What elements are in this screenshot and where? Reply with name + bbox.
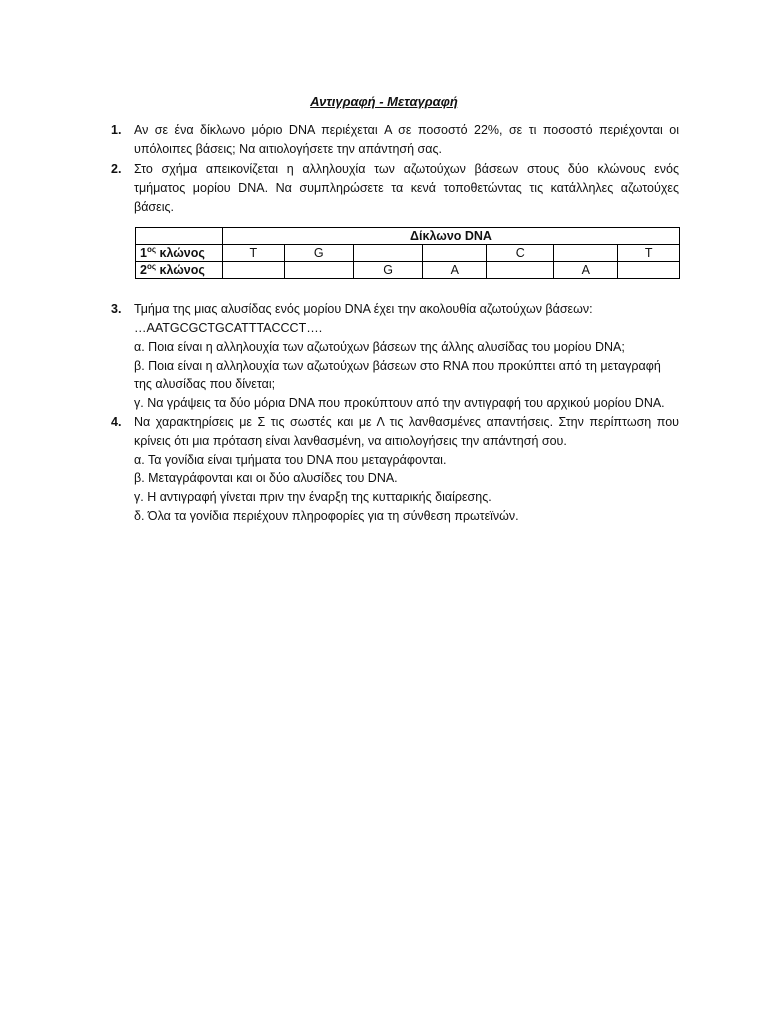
question-1-number: 1. (111, 123, 122, 137)
question-4-part-a: α. Τα γονίδια είναι τμήματα του DNA που μεταγράφονται. (134, 453, 447, 467)
strand-1-cell: T (618, 245, 680, 262)
table-header: Δίκλωνο DNA (223, 228, 680, 245)
question-3-part-a: α. Ποια είναι η αλληλουχία των αζωτούχων βάσεων της άλλης αλυσίδας του μορίου DNA; (134, 340, 625, 354)
strand-2-cell: A (423, 262, 487, 279)
question-4-part-d: δ. Όλα τα γονίδια περιέχουν πληροφορίες για τη σύνθεση πρωτεϊνών. (134, 509, 519, 523)
question-4-number: 4. (111, 415, 122, 429)
strand-1-cell: G (284, 245, 353, 262)
strand-2-label: $2^{o\varsigma}$ κλώνος (136, 262, 223, 279)
strand-2-cell (284, 262, 353, 279)
page-title: Αντιγραφή - Μεταγραφή (310, 94, 458, 109)
question-4-part-c: γ. Η αντιγραφή γίνεται πριν την έναρξη της κυτταρικής διαίρεσης. (134, 490, 492, 504)
strand-1-cell: T (223, 245, 285, 262)
question-4-part-b: β. Μεταγράφονται και οι δύο αλυσίδες του DNA. (134, 471, 398, 485)
table-header-row (136, 228, 680, 245)
strand-1-cell: C (487, 245, 554, 262)
strand-2-cell (487, 262, 554, 279)
strand-1-cell (353, 245, 422, 262)
question-4-line-1: Να χαρακτηρίσεις με Σ τις σωστές και με Λ τις λανθασμένες απαντήσεις. Στην περίπτωση που (134, 415, 679, 429)
question-3-part-b: β. Ποια είναι η αλληλουχία των αζωτούχων βάσεων στο RNA που προκύπτει από τη μεταγραφή (134, 359, 661, 373)
strand-2-row (136, 262, 680, 279)
strand-1-row (136, 245, 680, 262)
question-2-line-2: τμήματος μορίου DNA. Να συμπληρώσετε τα κενά τοποθετώντας τις κατάλληλες αζωτούχες (134, 181, 679, 195)
question-1-line-1: Αν σε ένα δίκλωνο μόριο DNA περιέχεται A σε ποσοστό 22%, σε τι ποσοστό περιέχονται οι (134, 123, 679, 137)
strand-1-label: $1^{o\varsigma}$ κλώνος (136, 245, 223, 262)
strand-2-cell: G (353, 262, 422, 279)
question-2-line-1: Στο σχήμα απεικονίζεται η αλληλουχία των αζωτούχων βάσεων στους δύο κλώνους ενός (134, 162, 679, 176)
strand-2-cell: A (554, 262, 618, 279)
strand-2-cell (223, 262, 285, 279)
question-3-sequence: …AATGCGCTGCATTTACCCT…. (134, 321, 323, 335)
question-2-line-3: βάσεις. (134, 200, 174, 214)
table-corner-cell (136, 228, 223, 245)
strand-2-cell (618, 262, 680, 279)
question-1-line-2: υπόλοιπες βάσεις; Να αιτιολογήσετε την απάντησή σας. (134, 142, 442, 156)
question-4-line-2: κρίνεις ότι μια πρόταση είναι λανθασμένη, να αιτιολογήσεις την απάντησή σου. (134, 434, 567, 448)
question-3-line-1: Τμήμα της μιας αλυσίδας ενός μορίου DNA έχει την ακολουθία αζωτούχων βάσεων: (134, 302, 593, 316)
dna-strands-table (135, 227, 680, 279)
strand-1-cell (423, 245, 487, 262)
question-3-part-c: γ. Να γράψεις τα δύο μόρια DNA που προκύπτουν από την αντιγραφή του αρχικού μορίου DNA. (134, 396, 665, 410)
question-2-number: 2. (111, 162, 122, 176)
question-3-number: 3. (111, 302, 122, 316)
strand-1-cell (554, 245, 618, 262)
question-3-part-b-cont: της αλυσίδας που δίνεται; (134, 377, 276, 391)
